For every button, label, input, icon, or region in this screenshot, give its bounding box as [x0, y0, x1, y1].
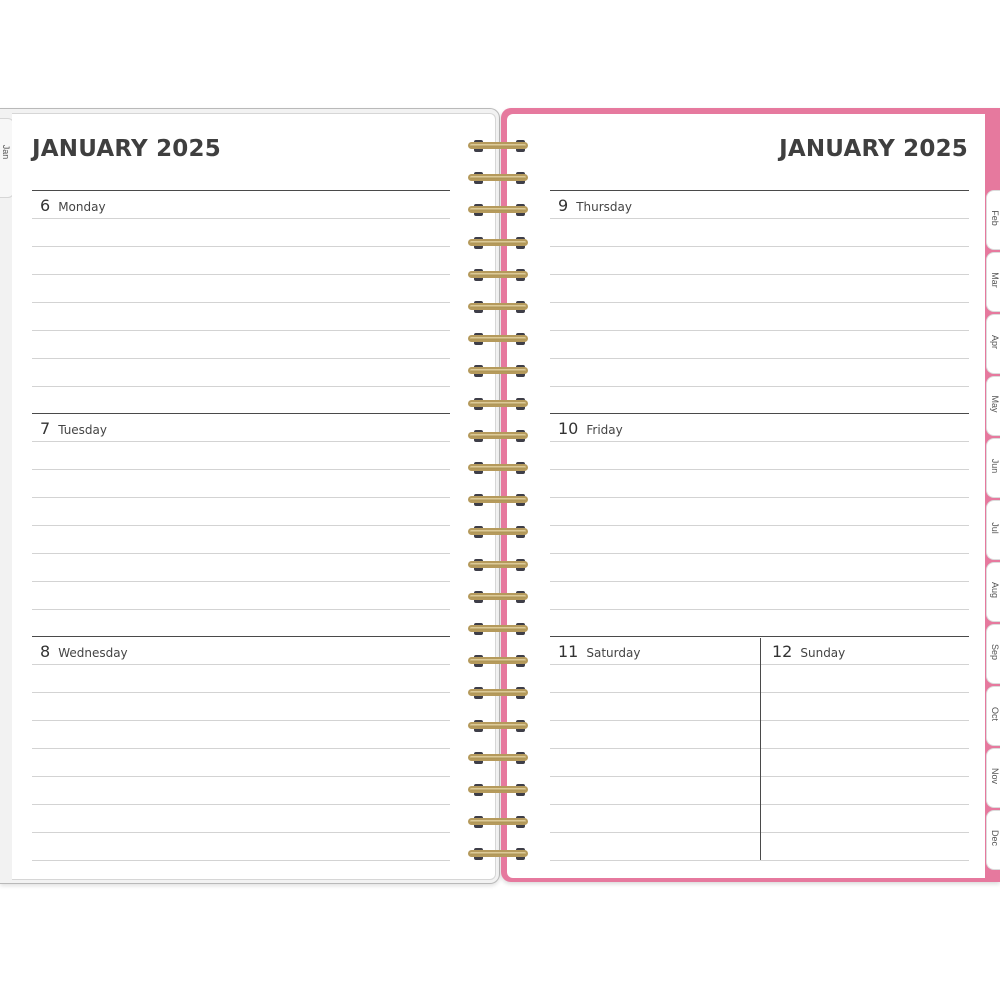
day-name: Tuesday — [58, 423, 108, 437]
day-header — [558, 642, 640, 661]
coil-wire — [468, 174, 528, 181]
spiral-coil — [466, 653, 534, 669]
spiral-coil — [466, 846, 534, 862]
coil-wire — [468, 818, 528, 825]
day-block-monday[interactable] — [32, 190, 450, 414]
month-tab-label: Feb — [990, 210, 1000, 226]
day-number: 11 — [558, 642, 579, 661]
coil-wire — [468, 754, 528, 761]
month-tab-label: Mar — [990, 272, 1000, 288]
coil-wire — [468, 239, 528, 246]
coil-wire — [468, 786, 528, 793]
month-tab-oct[interactable] — [986, 686, 1000, 746]
day-name: Monday — [58, 200, 106, 214]
day-header — [772, 642, 845, 661]
month-tab-label: Dec — [990, 829, 1000, 846]
coil-wire — [468, 400, 528, 407]
day-block-wednesday[interactable] — [32, 636, 450, 861]
coil-wire — [468, 142, 528, 149]
month-tab-mar[interactable] — [986, 252, 1000, 312]
month-tab-dec[interactable] — [986, 810, 1000, 870]
coil-wire — [468, 271, 528, 278]
day-name: Saturday — [586, 646, 641, 660]
spiral-coil — [466, 814, 534, 830]
coil-wire — [468, 689, 528, 696]
month-tab-label: Jun — [990, 458, 1000, 474]
month-tab-feb[interactable] — [986, 190, 1000, 250]
day-block-tuesday[interactable] — [32, 413, 450, 637]
month-tab-label: Aug — [990, 581, 1000, 598]
spiral-binding — [466, 138, 534, 868]
spiral-coil — [466, 782, 534, 798]
page-title-right: JANUARY 2025 — [779, 136, 968, 162]
spiral-coil — [466, 557, 534, 573]
spiral-coil — [466, 750, 534, 766]
coil-wire — [468, 722, 528, 729]
spiral-coil — [466, 170, 534, 186]
month-tab-label: Jan — [1, 144, 11, 160]
day-number: 12 — [772, 642, 793, 661]
month-tab-label: Apr — [990, 334, 1000, 349]
coil-wire — [468, 561, 528, 568]
day-header — [40, 196, 106, 215]
day-header — [40, 419, 107, 438]
spiral-coil — [466, 621, 534, 637]
day-name: Sunday — [800, 646, 846, 660]
month-tab-aug[interactable] — [986, 562, 1000, 622]
page-title-left: JANUARY 2025 — [32, 136, 221, 162]
coil-wire — [468, 303, 528, 310]
spiral-coil — [466, 396, 534, 412]
day-name: Wednesday — [58, 646, 128, 660]
day-header — [558, 419, 623, 438]
day-number: 9 — [558, 196, 569, 215]
spiral-coil — [466, 202, 534, 218]
day-name: Thursday — [576, 200, 632, 214]
month-tab-label: Nov — [990, 767, 1000, 784]
day-block-thursday[interactable] — [550, 190, 969, 414]
spiral-coil — [466, 589, 534, 605]
month-tab-label: Sep — [990, 643, 1000, 660]
spiral-coil — [466, 331, 534, 347]
month-tab-may[interactable] — [986, 376, 1000, 436]
day-name: Friday — [586, 423, 623, 437]
day-header — [558, 196, 632, 215]
month-tab-label: May — [990, 395, 1000, 413]
day-block-friday[interactable] — [550, 413, 969, 637]
spiral-coil — [466, 718, 534, 734]
coil-wire — [468, 464, 528, 471]
coil-wire — [468, 657, 528, 664]
day-header — [40, 642, 128, 661]
coil-wire — [468, 496, 528, 503]
day-number: 6 — [40, 196, 51, 215]
spiral-coil — [466, 138, 534, 154]
day-block-sunday[interactable] — [760, 636, 969, 861]
coil-wire — [468, 625, 528, 632]
spiral-coil — [466, 428, 534, 444]
coil-wire — [468, 593, 528, 600]
spiral-coil — [466, 299, 534, 315]
coil-wire — [468, 432, 528, 439]
spiral-coil — [466, 524, 534, 540]
coil-wire — [468, 850, 528, 857]
coil-wire — [468, 528, 528, 535]
month-tab-apr[interactable] — [986, 314, 1000, 374]
spiral-coil — [466, 460, 534, 476]
month-tab-label: Jul — [990, 522, 1000, 534]
month-tab-jun[interactable] — [986, 438, 1000, 498]
spiral-coil — [466, 685, 534, 701]
spiral-coil — [466, 492, 534, 508]
spiral-coil — [466, 235, 534, 251]
month-tab-nov[interactable] — [986, 748, 1000, 808]
month-tab-jul[interactable] — [986, 500, 1000, 560]
day-number: 8 — [40, 642, 51, 661]
month-tab-label: Oct — [990, 706, 1000, 721]
weekend-divider — [760, 638, 761, 860]
month-tab-sep[interactable] — [986, 624, 1000, 684]
day-number: 7 — [40, 419, 51, 438]
day-number: 10 — [558, 419, 579, 438]
spiral-coil — [466, 267, 534, 283]
coil-wire — [468, 367, 528, 374]
spiral-coil — [466, 363, 534, 379]
coil-wire — [468, 206, 528, 213]
coil-wire — [468, 335, 528, 342]
day-block-saturday[interactable] — [550, 636, 760, 861]
